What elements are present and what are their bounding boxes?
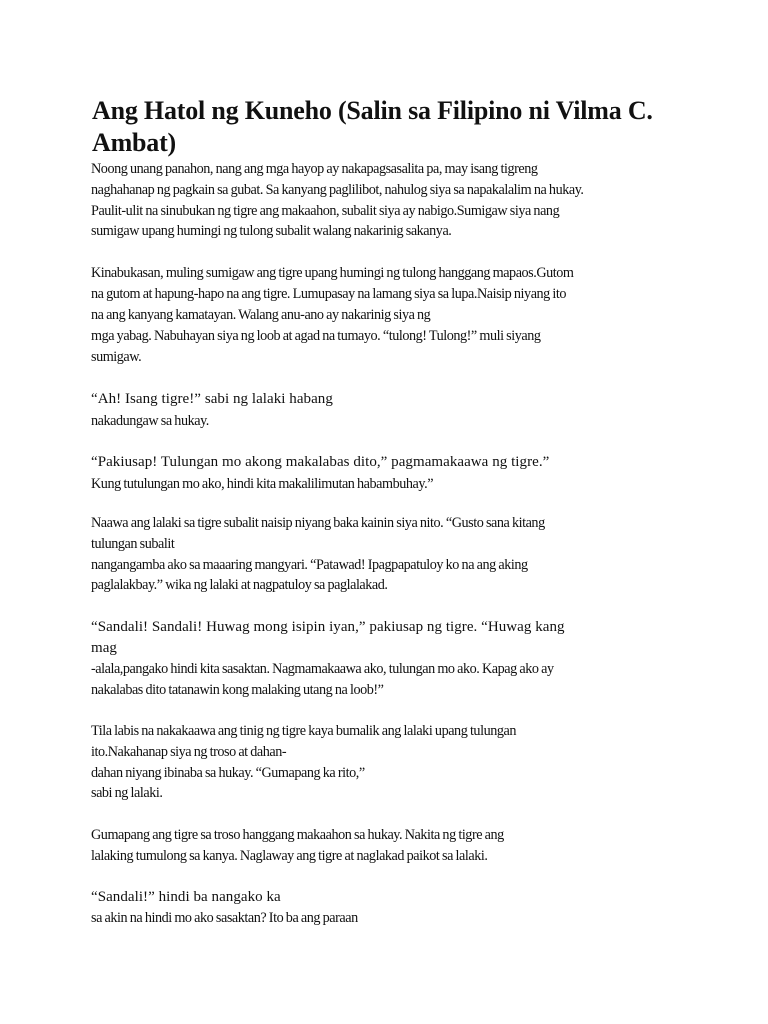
text-line: dahan niyang ibinaba sa hukay. “Gumapang ka rito,” xyxy=(91,764,365,781)
text-line: Noong unang panahon, nang ang mga hayop ay nakapagsasalita pa, may isang tigreng xyxy=(91,161,538,177)
text-line: “Pakiusap! Tulungan mo akong makalabas dito,” pagmamakaawa ng tigre.” xyxy=(91,454,550,470)
paragraph-9 xyxy=(91,887,358,929)
text-line: nangangamba ako sa maaaring mangyari. “Patawad! Ipagpapatuloy ko na ang aking xyxy=(91,556,528,573)
text-line: “Sandali! Sandali! Huwag mong isipin iyan,” pakiusap ng tigre. “Huwag kang xyxy=(91,619,565,635)
text-line: nakalabas dito tatanawin kong malaking utang na loob!” xyxy=(91,682,384,698)
paragraph-5 xyxy=(91,513,545,596)
paragraph-8 xyxy=(91,825,504,867)
text-line: “Sandali!” hindi ba nangako ka xyxy=(91,889,281,905)
text-line: -alala,pangako hindi kita sasaktan. Nagmamakaawa ako, tulungan mo ako. Kapag ako ay xyxy=(91,661,554,677)
text-line: Naawa ang lalaki sa tigre subalit naisip niyang baka kainin siya nito. “Gusto sana kitang xyxy=(91,515,545,531)
paragraph-7 xyxy=(91,721,516,804)
document-title xyxy=(92,95,712,159)
paragraph-3 xyxy=(91,388,333,432)
text-line: paglalakbay.” wika ng lalaki at nagpatuloy sa paglalakad. xyxy=(91,577,388,594)
text-line: ito.Nakahanap siya ng troso at dahan- xyxy=(91,743,287,760)
text-line: nakadungaw sa hukay. xyxy=(91,413,209,429)
text-line: “Ah! Isang tigre!” sabi ng lalaki habang xyxy=(91,391,333,407)
text-line: Kinabukasan, muling sumigaw ang tigre upang humingi ng tulong hanggang mapaos.Gutom xyxy=(91,265,574,281)
text-line: na ang kanyang kamatayan. Walang anu-ano ay nakarinig siya ng xyxy=(91,307,431,323)
text-line: sumigaw. xyxy=(91,349,142,365)
text-line: naghahanap ng pagkain sa gubat. Sa kanyang paglilibot, nahulog siya sa napakalalim na hukay. xyxy=(91,181,584,198)
title-line: Ambat) xyxy=(92,128,177,157)
text-line: Kung tutulungan mo ako, hindi kita makalilimutan habambuhay.” xyxy=(91,476,434,492)
paragraph-1 xyxy=(91,159,584,242)
text-line: tulungan subalit xyxy=(91,535,175,552)
text-line: sa akin na hindi mo ako sasaktan? Ito ba ang paraan xyxy=(91,910,358,926)
paragraph-4 xyxy=(91,451,549,495)
paragraph-2 xyxy=(91,263,574,368)
text-line: na gutom at hapung-hapo na ang tigre. Lumupasay na lamang siya sa lupa.Naisip niyang ito xyxy=(91,286,567,302)
text-line: mag xyxy=(91,640,117,656)
text-line: sumigaw upang humingi ng tulong subalit walang nakarinig sakanya. xyxy=(91,223,452,240)
text-line: lalaking tumulong sa kanya. Naglaway ang tigre at naglakad paikot sa lalaki. xyxy=(91,847,488,864)
text-line: mga yabag. Nabuhayan siya ng loob at agad na tumayo. “tulong! Tulong!” muli siyang xyxy=(91,328,541,344)
text-line: sabi ng lalaki. xyxy=(91,785,163,802)
text-line: Paulit-ulit na sinubukan ng tigre ang makaahon, subalit siya ay nabigo.Sumigaw siya nang xyxy=(91,202,560,219)
title-line: Ang Hatol ng Kuneho (Salin sa Filipino ni Vilma C. xyxy=(92,96,653,125)
paragraph-6 xyxy=(91,617,565,701)
text-line: Gumapang ang tigre sa troso hanggang makaahon sa hukay. Nakita ng tigre ang xyxy=(91,827,504,843)
text-line: Tila labis na nakakaawa ang tinig ng tigre kaya bumalik ang lalaki upang tulungan xyxy=(91,723,516,739)
